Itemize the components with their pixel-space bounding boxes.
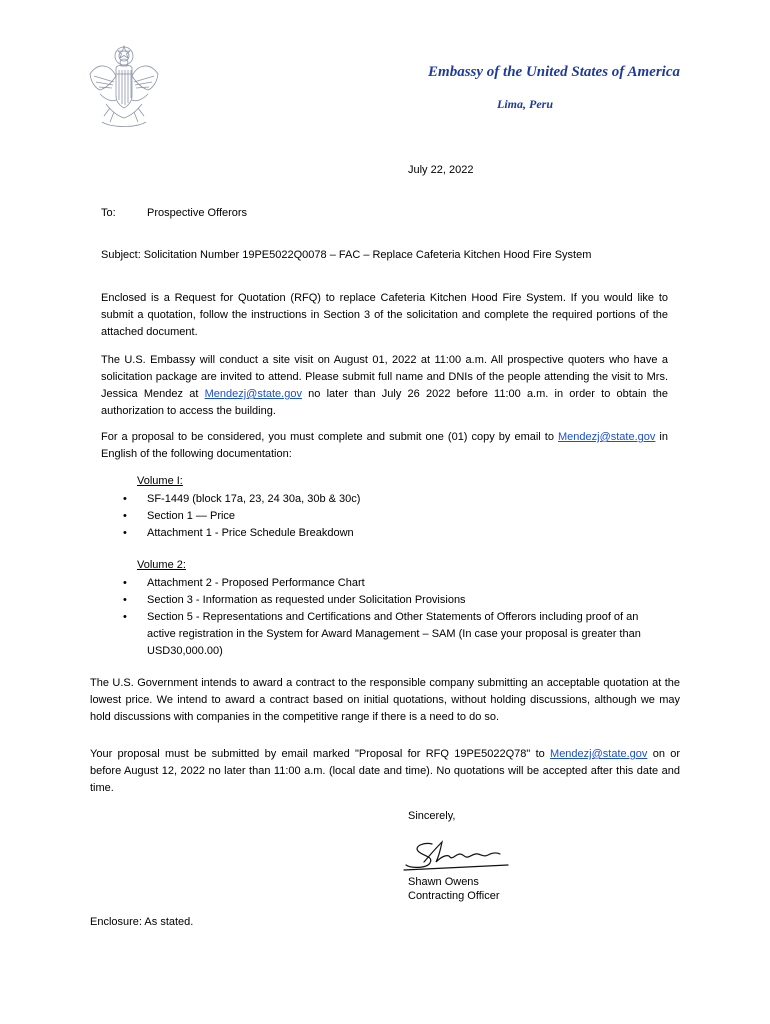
bullet-icon: • bbox=[123, 493, 127, 505]
volume-1-list bbox=[123, 491, 668, 542]
signer-name: Shawn Owens bbox=[408, 876, 479, 888]
email-link[interactable]: Mendezj@state.gov bbox=[550, 748, 648, 760]
paragraph-award: The U.S. Government intends to award a contract to the responsible company submitting an acceptable quotation at the lowest price. We intend to award a contract based on initial quotations, without holding discussions, although we may hold discussions with companies in the competitive range if there is a need to do so. bbox=[90, 677, 680, 723]
signature-image bbox=[400, 838, 512, 874]
paragraph-intro: Enclosed is a Request for Quotation (RFQ) to replace Cafeteria Kitchen Hood Fire System. If you would like to submit a quotation, follow the instructions in Section 3 of the solicitation and complete the required portions of the attached document. bbox=[101, 292, 668, 338]
list-item-text: SF-1449 (block 17a, 23, 24 30a, 30b & 30c) bbox=[147, 493, 361, 505]
signer-title: Contracting Officer bbox=[408, 890, 500, 902]
list-item bbox=[123, 609, 668, 660]
bullet-icon: • bbox=[123, 577, 127, 589]
list-item-text: Attachment 1 - Price Schedule Breakdown bbox=[147, 527, 354, 539]
letter-date: July 22, 2022 bbox=[408, 164, 474, 176]
email-link[interactable]: Mendezj@state.gov bbox=[558, 431, 656, 443]
deadline-text-end: on or before August 12, 2022 no later than 11:00 a.m. (local date and time). No quotations will be accepted after this date and time. bbox=[90, 748, 680, 794]
list-item-text: Attachment 2 - Proposed Performance Chart bbox=[147, 577, 365, 589]
volume-1-heading: Volume I: bbox=[137, 475, 183, 487]
list-item-text: Section 1 — Price bbox=[147, 510, 236, 522]
submission-text-start: For a proposal to be considered, you must complete and submit one (01) copy by email to bbox=[101, 431, 558, 443]
list-item-text: Section 3 - Information as requested under Solicitation Provisions bbox=[147, 594, 466, 606]
subject-line: Subject: Solicitation Number 19PE5022Q0078 – FAC – Replace Cafeteria Kitchen Hood Fire System bbox=[101, 249, 592, 261]
embassy-seal-icon bbox=[86, 42, 162, 132]
to-label: To: bbox=[101, 207, 116, 219]
closing: Sincerely, bbox=[408, 810, 456, 822]
bullet-icon: • bbox=[123, 611, 127, 623]
list-item-text: Section 5 - Representations and Certifications and Other Statements of Offerors including proof of an active registration in the System for Award Management – SAM (In case your proposal is greater than USD30,000.00) bbox=[147, 611, 641, 657]
list-item bbox=[123, 592, 668, 609]
list-item bbox=[123, 575, 668, 592]
bullet-icon: • bbox=[123, 594, 127, 606]
list-item bbox=[123, 491, 668, 508]
volume-2-list bbox=[123, 575, 668, 660]
deadline-text-start: Your proposal must be submitted by email marked "Proposal for RFQ 19PE5022Q78" to bbox=[90, 748, 551, 760]
submission-text-end: in English of the following documentation: bbox=[101, 431, 668, 460]
to-recipient: Prospective Offerors bbox=[147, 207, 248, 219]
volume-2-heading: Volume 2: bbox=[137, 559, 186, 571]
site-visit-text-end: no later than July 26 2022 before 11:00 a.m. in order to obtain the authorization to access the building. bbox=[101, 388, 668, 417]
bullet-icon: • bbox=[123, 510, 127, 522]
email-link[interactable]: Mendezj@state.gov bbox=[204, 388, 302, 400]
list-item bbox=[123, 508, 668, 525]
list-item bbox=[123, 525, 668, 542]
paragraph-site-visit bbox=[101, 352, 668, 420]
embassy-city: Lima, Peru bbox=[497, 97, 553, 111]
enclosure-note: Enclosure: As stated. bbox=[90, 916, 194, 928]
paragraph-deadline bbox=[90, 746, 680, 797]
site-visit-text-start: The U.S. Embassy will conduct a site visit on August 01, 2022 at 11:00 a.m. All prospective quoters who have a solicitation package are invited to attend. Please submit full name and DNIs of the people attending the visit to Mrs. Jessica Mendez at bbox=[101, 354, 668, 400]
embassy-title: Embassy of the United States of America bbox=[428, 64, 680, 80]
paragraph-submission bbox=[101, 429, 668, 463]
bullet-icon: • bbox=[123, 527, 127, 539]
